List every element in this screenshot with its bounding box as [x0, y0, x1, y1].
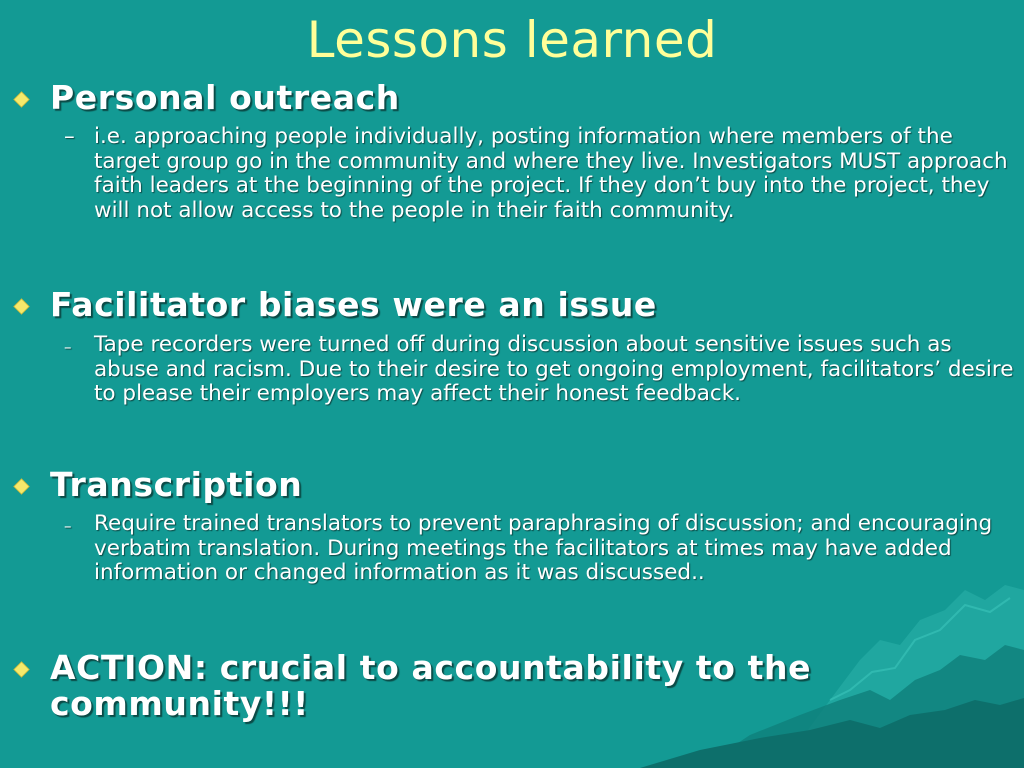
bullet-action — [13, 650, 1013, 722]
bullet-heading: Personal outreach — [50, 78, 400, 117]
sub-bullet-personal-outreach — [64, 125, 1014, 223]
diamond-bullet-icon — [13, 91, 30, 108]
sub-bullet-facilitator-biases — [64, 333, 1014, 407]
sub-bullet-text: i.e. approaching people individually, posting information where members of the target group go in the community and where they live. Investigators MUST approach faith leaders at the beginning of the project. If they don’t buy into the project, they will not allow access to the people in their faith community. — [94, 124, 1008, 223]
dash-marker: – — [64, 124, 75, 149]
bullet-transcription — [13, 467, 1013, 503]
dash-marker: – — [64, 338, 72, 356]
bullet-heading: ACTION: crucial to accountability to the community!!! — [50, 648, 812, 723]
sub-bullet-text: Require trained translators to prevent paraphrasing of discussion; and encouraging verbatim translation. During meetings the facilitators at times may have added information or changed information as it was discussed.. — [94, 511, 993, 585]
diamond-bullet-icon — [13, 661, 30, 678]
bullet-facilitator-biases — [13, 287, 1013, 323]
dash-marker: – — [64, 517, 72, 535]
bullet-personal-outreach — [13, 80, 1013, 116]
sub-bullet-transcription — [64, 512, 1014, 586]
bullet-heading: Transcription — [50, 465, 303, 504]
bullet-heading: Facilitator biases were an issue — [50, 285, 657, 324]
sub-bullet-text: Tape recorders were turned off during discussion about sensitive issues such as abuse and racism. Due to their desire to get ongoing employment, facilitators’ desire to please their employers may affect their honest feedback. — [94, 332, 1014, 406]
diamond-bullet-icon — [13, 298, 30, 315]
slide-title: Lessons learned — [306, 11, 718, 69]
diamond-bullet-icon — [13, 478, 30, 495]
